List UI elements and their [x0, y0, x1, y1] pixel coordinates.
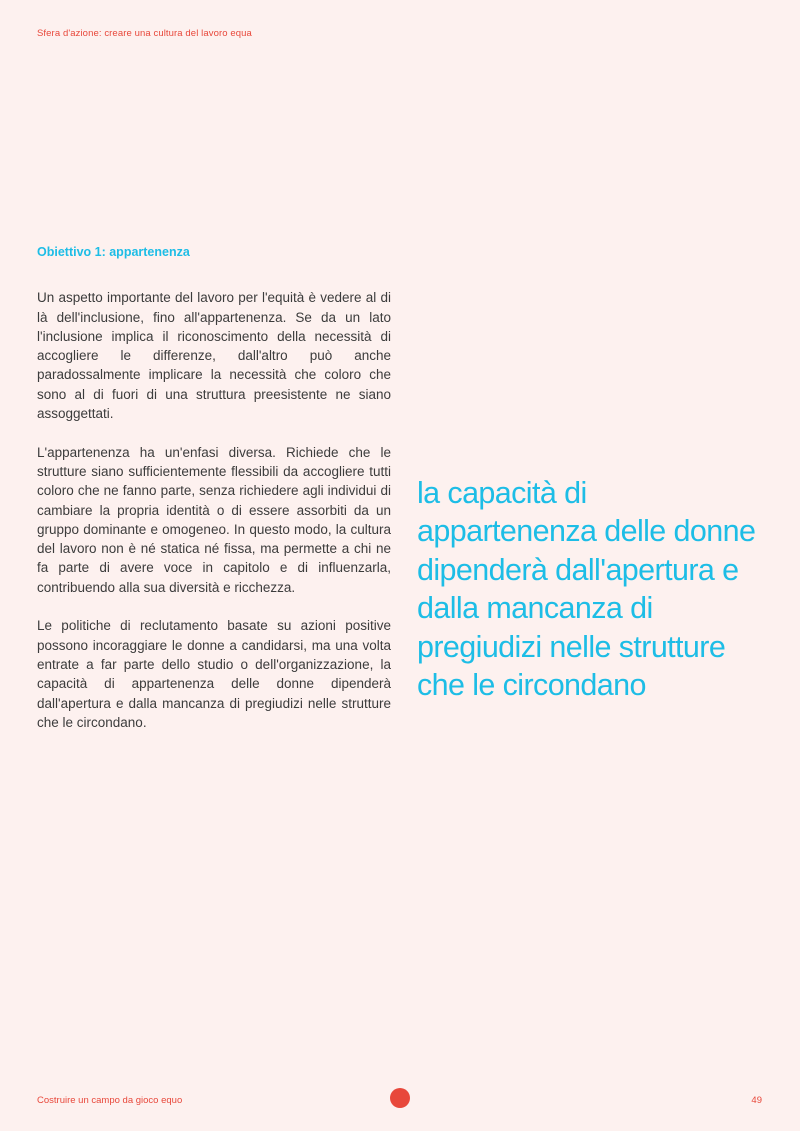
- main-text-column: [37, 243, 391, 751]
- body-paragraph: L'appartenenza ha un'enfasi diversa. Richiede che le strutture siano sufficientemente flessibili da accogliere tutti coloro che ne fanno parte, senza richiedere agli individui di cambiare la propria identità o di essere assorbiti da un gruppo dominante e omogeneo. In questo modo, la cultura del lavoro non è né statica né fissa, ma permette a chi ne fa parte di avere voce in capitolo e di influenzarla, contribuendo alla sua diversità e ricchezza.: [37, 444, 391, 595]
- pull-quote: la capacità di appartenenza delle donne dipenderà dall'apertura e dalla mancanza di pregiudizi nelle strutture che le circondano: [417, 476, 756, 703]
- footer-book-title: Costruire un campo da gioco equo: [37, 1095, 183, 1106]
- footer-dot-decoration: [390, 1088, 410, 1108]
- body-paragraph: Le politiche di reclutamento basate su azioni positive possono incoraggiare le donne a candidarsi, ma una volta entrate a far parte dello studio o dell'organizzazione, la capacità di appartenenza delle donne dipenderà dall'apertura e dalla mancanza di pregiudizi nelle strutture che le circondano.: [37, 618, 391, 730]
- section-heading: Obiettivo 1: appartenenza: [37, 245, 190, 259]
- running-header: Sfera d'azione: creare una cultura del lavoro equa: [37, 28, 252, 39]
- page-number: 49: [751, 1095, 762, 1106]
- body-paragraph: Un aspetto importante del lavoro per l'equità è vedere al di là dell'inclusione, fino all'appartenenza. Se da un lato l'inclusione implica il riconoscimento della necessità di accogliere le differenze, dall'altro può anche paradossalmente implicare la necessità che coloro che sono al di fuori di una struttura preesistente ne siano assoggettati.: [37, 290, 391, 422]
